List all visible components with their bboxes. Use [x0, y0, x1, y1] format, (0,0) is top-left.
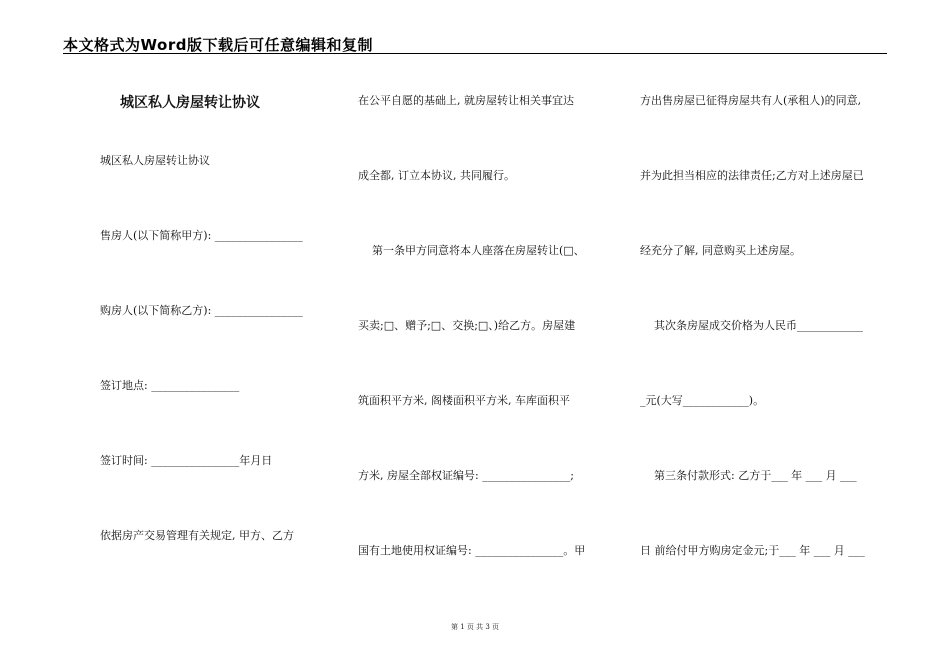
text-line: 售房人(以下简称甲方): ________________: [100, 229, 303, 242]
text-line: 城区私人房屋转让协议: [100, 154, 210, 167]
text-line: 签订时间: ________________年月日: [100, 454, 273, 467]
text-line: 并为此担当相应的法律责任;乙方对上述房屋已: [640, 169, 864, 182]
text-line: 买卖;□、赠予;□、交换;□、)给乙方。房屋建: [358, 319, 576, 332]
text-line: 签订地点: ________________: [100, 379, 240, 392]
text-line: 筑面积平方米, 阁楼面积平方米, 车库面积平: [358, 394, 570, 407]
text-line: 第三条付款形式: 乙方于___ 年 ___ 月 ___: [640, 469, 857, 482]
text-line: 日 前给付甲方购房定金元;于___ 年 ___ 月 ___: [640, 544, 865, 557]
text-line: 方米, 房屋全部权证编号: ________________;: [358, 469, 574, 482]
text-line: 依据房产交易管理有关规定, 甲方、乙方: [100, 529, 294, 542]
text-line: 在公平自愿的基础上, 就房屋转让相关事宜达: [358, 94, 574, 107]
header-divider: [63, 53, 887, 54]
text-line: 方出售房屋已征得房屋共有人(承租人)的同意,: [640, 94, 862, 107]
text-line: 经充分了解, 同意购买上述房屋。: [640, 244, 801, 257]
text-line: _元(大写____________)。: [640, 394, 765, 407]
text-line: 第一条甲方同意将本人座落在房屋转让(□、: [358, 244, 585, 257]
document-title: 城区私人房屋转让协议: [120, 95, 260, 111]
text-line: 购房人(以下简称乙方): ________________: [100, 304, 303, 317]
document-header: 本文格式为Word版下载后可任意编辑和复制: [63, 36, 373, 54]
text-line: 成全都, 订立本协议, 共同履行。: [358, 169, 515, 182]
text-line: 其次条房屋成交价格为人民币____________: [640, 319, 863, 332]
page-number: 第 1 页 共 3 页: [450, 623, 500, 631]
text-line: 国有土地使用权证编号: ________________。甲: [358, 544, 586, 557]
